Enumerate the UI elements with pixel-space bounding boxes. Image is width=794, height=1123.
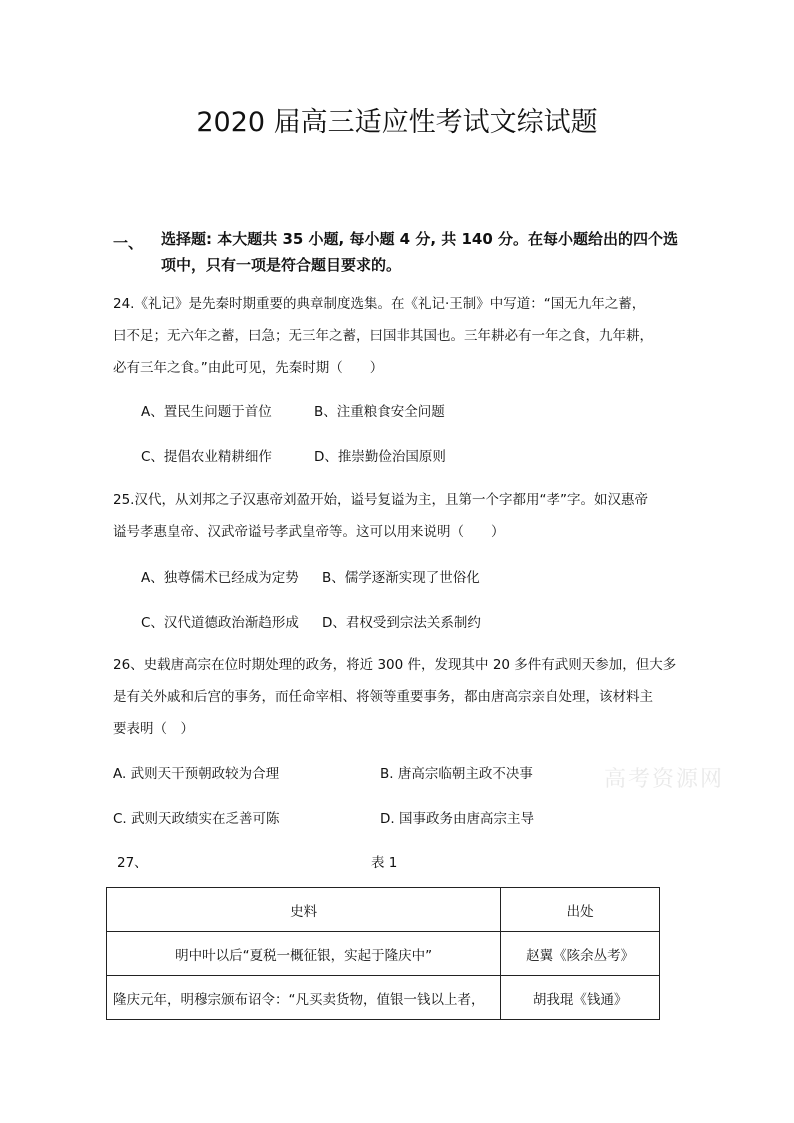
table-header-cell: 史料: [107, 888, 501, 932]
q26-option-a: A. 武则天干预朝政较为合理: [113, 766, 280, 782]
q24-option-b: B、注重粮食安全问题: [314, 404, 445, 420]
question-25-line-1: 25.汉代，从刘邦之子汉惠帝刘盈开始，谥号复谥为主，且第一个字都用“孝”字。如汉惠帝: [113, 492, 648, 508]
question-24-line-1: 24.《礼记》是先秦时期重要的典章制度选集。在《礼记·王制》中写道：“国无九年之蓄，: [113, 296, 646, 312]
q25-option-b: B、儒学逐渐实现了世俗化: [322, 570, 480, 586]
section-line-2: 项中，只有一项是符合题目要求的。: [161, 256, 402, 274]
q25-option-d: D、君权受到宗法关系制约: [322, 615, 481, 631]
table-title: 表 1: [371, 855, 398, 871]
question-24-line-2: 曰不足；无六年之蓄，曰急；无三年之蓄，曰国非其国也。三年耕必有一年之食，九年耕，: [113, 328, 653, 344]
table-header-cell: 出处: [501, 888, 660, 932]
table-row: [107, 932, 660, 976]
q24-option-a: A、置民生问题于首位: [141, 404, 272, 420]
question-26: [113, 649, 693, 745]
section-number: 一、: [113, 234, 144, 252]
table-header-row: [107, 888, 660, 932]
question-26-line-1: 26、史载唐高宗在位时期处理的政务，将近 300 件，发现其中 20 多件有武则天参加，但大多: [113, 657, 677, 673]
watermark: 高考资源网: [604, 767, 725, 792]
question-25-line-2: 谥号孝惠皇帝、汉武帝谥号孝武皇帝等。这可以用来说明（ ）: [113, 524, 505, 540]
table-cell: 隆庆元年，明穆宗颁布诏令：“凡买卖货物，值银一钱以上者，: [107, 976, 501, 1020]
section-line-1: 选择题: 本大题共 35 小题, 每小题 4 分, 共 140 分。在每小题给出的四个选: [161, 230, 679, 248]
q26-option-b: B. 唐高宗临朝主政不决事: [380, 766, 533, 782]
question-24-line-3: 必有三年之食。”由此可见，先秦时期（ ）: [113, 360, 384, 376]
question-25: [113, 484, 693, 548]
table-cell: 明中叶以后“夏税一概征银，实起于隆庆中”: [107, 932, 501, 976]
source-table: [106, 887, 660, 1020]
question-26-line-2: 是有关外戚和后宫的事务，而任命宰相、将领等重要事务，都由唐高宗亲自处理，该材料主: [113, 689, 653, 705]
q25-option-c: C、汉代道德政治渐趋形成: [141, 615, 299, 631]
q26-option-d: D. 国事政务由唐高宗主导: [380, 811, 534, 827]
q24-option-c: C、提倡农业精耕细作: [141, 449, 272, 465]
table-cell: 赵翼《陔余丛考》: [501, 932, 660, 976]
table-cell: 胡我琨《钱通》: [501, 976, 660, 1020]
section-instructions: [161, 226, 701, 278]
question-24: [113, 288, 693, 384]
q25-option-a: A、独尊儒术已经成为定势: [141, 570, 299, 586]
page-title: 2020 届高三适应性考试文综试题: [196, 107, 598, 138]
table-row: [107, 976, 660, 1020]
question-27-number: 27、: [117, 855, 148, 871]
q24-option-d: D、推崇勤俭治国原则: [314, 449, 446, 465]
q26-option-c: C. 武则天政绩实在乏善可陈: [113, 811, 280, 827]
question-26-line-3: 要表明（ ）: [113, 721, 194, 737]
